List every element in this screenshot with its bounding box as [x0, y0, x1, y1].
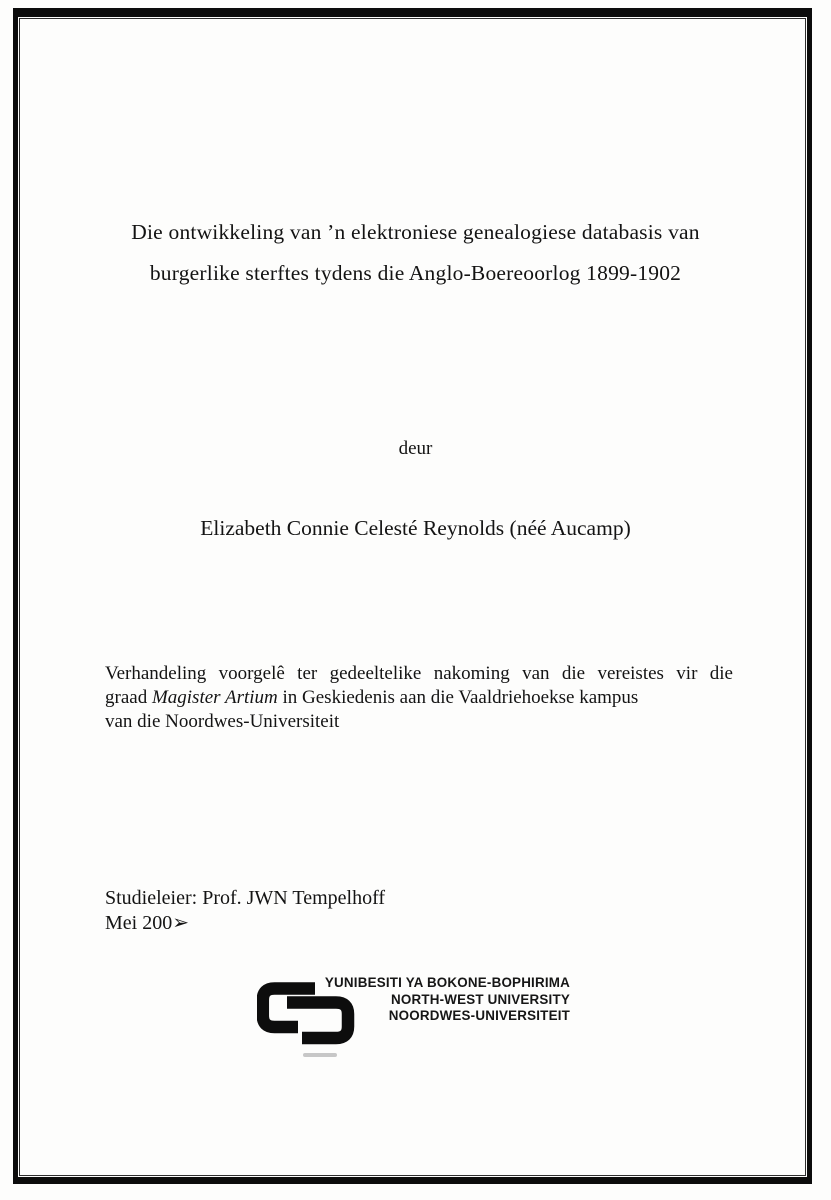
thesis-title — [0, 212, 831, 294]
supervisor-line: Studieleier: Prof. JWN Tempelhoff — [105, 887, 386, 909]
degree-name-italic: Magister Artium — [151, 687, 278, 708]
logo-text-afrikaans: NOORDWES-UNIVERSITEIT — [388, 1008, 570, 1023]
logo-text-setswana: YUNIBESITI YA BOKONE-BOPHIRIMA — [324, 975, 570, 990]
statement-line-2-post: in Geskiedenis aan die Vaaldriehoekse kampus — [277, 687, 639, 708]
nwu-logo-wordmark — [325, 975, 570, 1025]
statement-line-2 — [105, 686, 733, 710]
logo-text-english: NORTH-WEST UNIVERSITY — [390, 991, 570, 1007]
scan-smudge-artifact — [303, 1053, 337, 1057]
supervisor-block — [105, 886, 605, 936]
statement-line-3: van die Noordwes-Universiteit — [105, 711, 340, 732]
statement-line-2-pre: graad — [105, 687, 152, 708]
date-line: Mei 200➢ — [105, 912, 189, 934]
byline-deur: deur — [398, 438, 433, 459]
author-name: Elizabeth Connie Celesté Reynolds (néé Aucamp) — [200, 516, 631, 540]
statement-line-1: Verhandeling voorgelê ter gedeeltelike nakoming van die vereistes vir die — [105, 663, 733, 684]
thesis-title-line-2: burgerlike sterftes tydens die Anglo-Boereoorlog 1899-1902 — [149, 261, 682, 285]
thesis-title-line-1: Die ontwikkeling van ’n elektroniese genealogiese databasis van — [131, 220, 700, 244]
thesis-statement — [105, 662, 733, 734]
